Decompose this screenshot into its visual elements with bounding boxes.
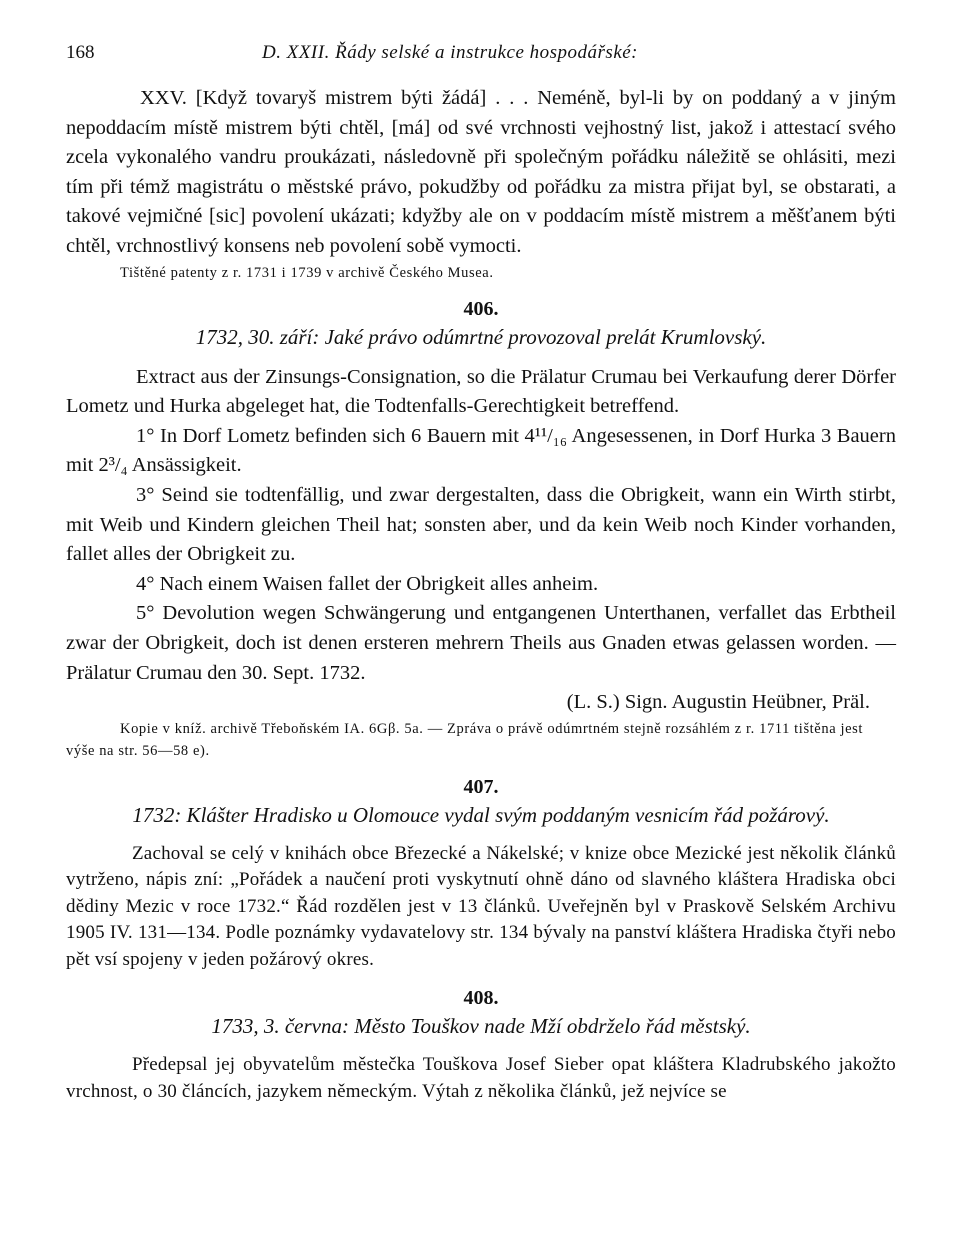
- document-page: [66, 30, 896, 1105]
- document-406-point-3: 3° Seind sie todtenfällig, und zwar dergestalten, dass die Obrigkeit, wann ein Wirth stirbt, mit Weib und Kindern gleichen Theil hat; sonsten aber, und da kein Weib noch Kinder vorhanden, fallet alles der Obrigkeit zu.: [66, 483, 896, 566]
- document-408-title: 1733, 3. června: Město Touškov nade Mží obdrželo řád městský.: [211, 1014, 751, 1039]
- document-406: [66, 298, 896, 762]
- document-406-intro: Extract aus der Zinsungs-Consignation, so die Prälatur Crumau bei Verkaufung derer Dörfer Lometz und Hurka abgeleget hat, die Todtenfalls-Gerechtigkeit betreffend.: [66, 365, 896, 418]
- document-406-number: 406.: [463, 297, 499, 320]
- document-407-title: 1732: Klášter Hradisko u Olomouce vydal svým poddaným vesnicím řád požárový.: [132, 802, 830, 827]
- page-number: 168: [66, 42, 95, 63]
- article-xxv-source: Tištěné patenty z r. 1731 i 1739 v archivě Českého Musea.: [120, 264, 494, 281]
- article-xxv-text: XXV. [Když tovaryš mistrem býti žádá] . . . Neméně, byl-li by on poddaný a v jiným nepoddacím místě mistrem býti chtěl, [má] od své vrchnosti vejhostný list, jakož i attestací svého zcela vykonalého vandru proukázati, následovně při společným pořádku náležitě se ohlásiti, mezi tím při témž magistrátu o městské právo, pokudžby od pořádku za mistra přijat byl, se obstarati, a takové vejmičné [sic] povolení ukázati; kdyžby ale on v poddacím místě mistrem a měšťanem býti chtěl, vrchnostlivý konsens neb povolení sobě vymocti.: [66, 87, 896, 257]
- document-406-point-1: 1° In Dorf Lometz befinden sich 6 Bauern mit 4¹¹/₁₆ Angesessenen, in Dorf Hurka 3 Bauern mit 2³/₄ Ansässigkeit.: [66, 424, 896, 477]
- document-406-source: Kopie v kníž. archivě Třeboňském IA. 6Gβ. 5a. — Zpráva o právě odúmrtném stejně rozsáhlém z r. 1711 tištěna jest výše na str. 56—58 e).: [66, 720, 863, 759]
- document-408-text: Předepsal jej obyvatelům městečka Touškova Josef Sieber opat kláštera Kladrubského jakožto vrchnost, o 30 článcích, jazykem německým. Výtah z několika článků, jež nejvíce se: [66, 1054, 896, 1102]
- document-408: [66, 987, 896, 1105]
- document-407-number: 407.: [463, 775, 499, 798]
- page-header: [66, 30, 896, 70]
- document-407: [66, 776, 896, 974]
- document-406-point-5: 5° Devolution wegen Schwängerung und entgangenen Unterthanen, verfallet das Erbtheil zwar der Obrigkeit, doch ist denen ersteren mehrern Theils aus Gnaden etwas gelassen worden. — Prälatur Crumau den 30. Sept. 1732.: [66, 602, 896, 684]
- document-407-text: Zachoval se celý v knihách obce Březecké a Nákelské; v knize obce Mezické jest několik článků vytrženo, nápis zní: „Pořádek a naučení proti vyskytnutí ohně dáno od slavného kláštera Hradiska obci dědiny Mezic v roce 1732.“ Řád rozdělen jest v 13 článků. Uveřejněn byl v Praskově Selském Archivu 1905 IV. 131—134. Podle poznámky vydavatelovy str. 134 bývaly na panství kláštera Hradiska čtyři nebo pět vsí spojeny v jeden požárový okres.: [66, 842, 896, 970]
- document-406-point-4: 4° Nach einem Waisen fallet der Obrigkeit alles anheim.: [136, 572, 599, 595]
- document-406-signature: (L. S.) Sign. Augustin Heübner, Präl.: [566, 691, 870, 714]
- running-title: D. XXII. Řády selské a instrukce hospodářské:: [262, 42, 639, 63]
- document-406-title: 1732, 30. září: Jaké právo odúmrtné provozoval prelát Krumlovský.: [195, 324, 767, 349]
- document-408-number: 408.: [463, 987, 499, 1010]
